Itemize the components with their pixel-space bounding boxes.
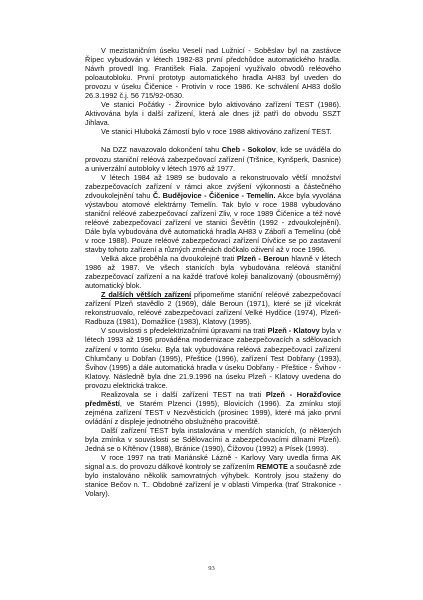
text-run: připomeňme staniční reléové zabezpečovací zařízení Plzeň stavědlo 2 (1969), dále Beroun (1971), které se již vícekrát rekonstruovalo, reléové zabezpečovací zařízení Velké Hydčice (1974), Plzeň-Radbuza (1981), Domažlice (1983), Klatovy (1995). <box>85 290 341 327</box>
text-run: a současně zde bylo instalováno několik samovratných výhybek. Kontroly jsou staženy do stanice Bečov n. T.. Obdobné zařízení je v oblasti Vimperka (trať Strakonice - Volary). <box>85 462 341 499</box>
page-number: 93 <box>208 565 215 572</box>
paragraph-p11 <box>85 453 341 498</box>
text-run: Realizovala se i další zařízení TEST na trati <box>101 389 266 399</box>
paragraph-p6 <box>85 254 341 290</box>
text-run: V roce 1997 na trati Mariánské Lázně - Karlovy Vary uvedla firma AK signal a.s. do provozu dálkové kontroly se zařízením <box>85 453 341 472</box>
text-run: Ve stanici Hluboká Zámostí bylo v roce 1988 aktivováno zařízení TEST. <box>101 127 332 137</box>
paragraph-p3 <box>85 127 341 136</box>
paragraph-p10 <box>85 426 341 453</box>
paragraph-p1 <box>85 46 341 100</box>
bold-phrase: Cheb - Sokolov <box>221 145 276 155</box>
text-run: V mezistaničním úseku Veselí nad Lužnicí - Soběslav byl na zastávce Řípec vybudován v létech 1982-83 první předchůdce automatického hradla. Návrh provedl Ing. František Fiala. Zapojení využívalo obvodů reléového poloautobloku. První prototyp automatického hradla AH83 byl uveden do provozu v úseku Čičenice - Protivín v roce 1986. Ke schválení AH83 došlo 26.3.1992 č.j. 56 715/92-0530. <box>85 46 341 101</box>
paragraph-p7 <box>85 290 341 326</box>
paragraph-p4 <box>85 145 341 172</box>
bold-phrase: Plzeň - Horažďovice předměstí <box>85 389 341 408</box>
paragraph-p5 <box>85 173 341 254</box>
bold-phrase: Č. Budějovice - Čičenice - Temelín. <box>152 190 276 200</box>
text-run: Akce byla vyvolána výstavbou atomové elektrárny Temelín. Tak bylo v roce 1988 vybudováno staniční reléové zabezpečovací zařízení Zliv, v roce 1989 Čičenice a též nové reléové zabezpečovací zařízení ve stanici Ševětín (1992 - zdvoukolejnění). Dále byla vybudována dvě automatická hradla AH83 v Záboří a Temelínu (obě v roce 1988). Pouze reléové zabezpečovací zařízení Dívčice se po zastavení stavby tohoto zařízení a různých změnách dočkalo oživení až v roce 1996. <box>85 190 342 254</box>
text-run: Další zařízení TEST byla instalována v menších stanicích, (o některých byla zmínka v souvislosti se Sdělovacími a zabezpečovacími dílnami Plzeň). Jedná se o Křtěnov (1988), Bránice (1990), Čížovou (1992) a Písek (1993). <box>85 425 341 454</box>
bold-phrase: Plzeň - Beroun <box>236 254 289 264</box>
text-run: Na DZZ navazovalo dokončení tahu <box>101 145 222 155</box>
page-body <box>85 46 341 498</box>
text-run: , kde se uváděla do provozu staniční reléová zabezpečovací zařízení (Tršnice, Kynšperk, Dasnice) a univerzální autobloky v létech 1976 až 1977. <box>85 145 341 173</box>
text-run: byla v létech 1993 až 1996 prováděna modernizace zabezpečovacích a sdělovacích zařízení v tomto úseku. Byla tak vybudována reléová zabezpečovací zařízení Chlumčany u Dobřan (1995), Přeštice (1996), zařízení Test Dobřany (1993), Švihov (1995) a dále automatická hradla v úseku Dobřany - Přeštice - Švihov - Klatovy. Následně byla dne 21.9.1996 na úseku Plzeň - Klatovy uvedena do provozu elektrická trakce. <box>85 326 341 390</box>
text-run: Ve stanici Počátky - Žirovnice bylo aktivováno zařízení TEST (1986). Aktivována byla i další zařízení, která ale dnes již patří do obvodu SSZT Jihlava. <box>85 100 341 128</box>
underlined-phrase: Z dalších větších zařízení <box>101 290 192 300</box>
paragraph-p9 <box>85 390 341 426</box>
text-run: , ve Starém Plzenci (1995), Blovicích (1996). Za zmínku stojí zejména zařízení TEST v Nezvěsticích (prosinec 1999), které má jako první ovládání z displeje jednotného obslužného pracoviště. <box>85 398 341 426</box>
text-run: Velká akce proběhla na dvoukolejné trati <box>101 254 237 264</box>
paragraph-p2 <box>85 100 341 127</box>
bold-phrase: Plzeň - Klatovy <box>267 326 320 336</box>
text-run: V létech 1984 až 1989 se budovalo a rekonstruovalo větší množství zabezpečovacích zařízení v rámci akce zvýšení výkonnosti a částečného zdvoukolejnění tahu <box>85 172 341 200</box>
paragraph-p8 <box>85 326 341 389</box>
text-run: V souvislosti s předelektrizačními úpravami na trati <box>101 326 268 336</box>
bold-phrase: REMOTE <box>256 462 288 472</box>
text-run: hlavně v létech 1986 až 1987. Ve všech stanicích byla vybudována reléová staniční zabezpečovací zařízení a na každé traťové koleji banalizovaný (obousměrný) automatický blok. <box>85 254 341 291</box>
